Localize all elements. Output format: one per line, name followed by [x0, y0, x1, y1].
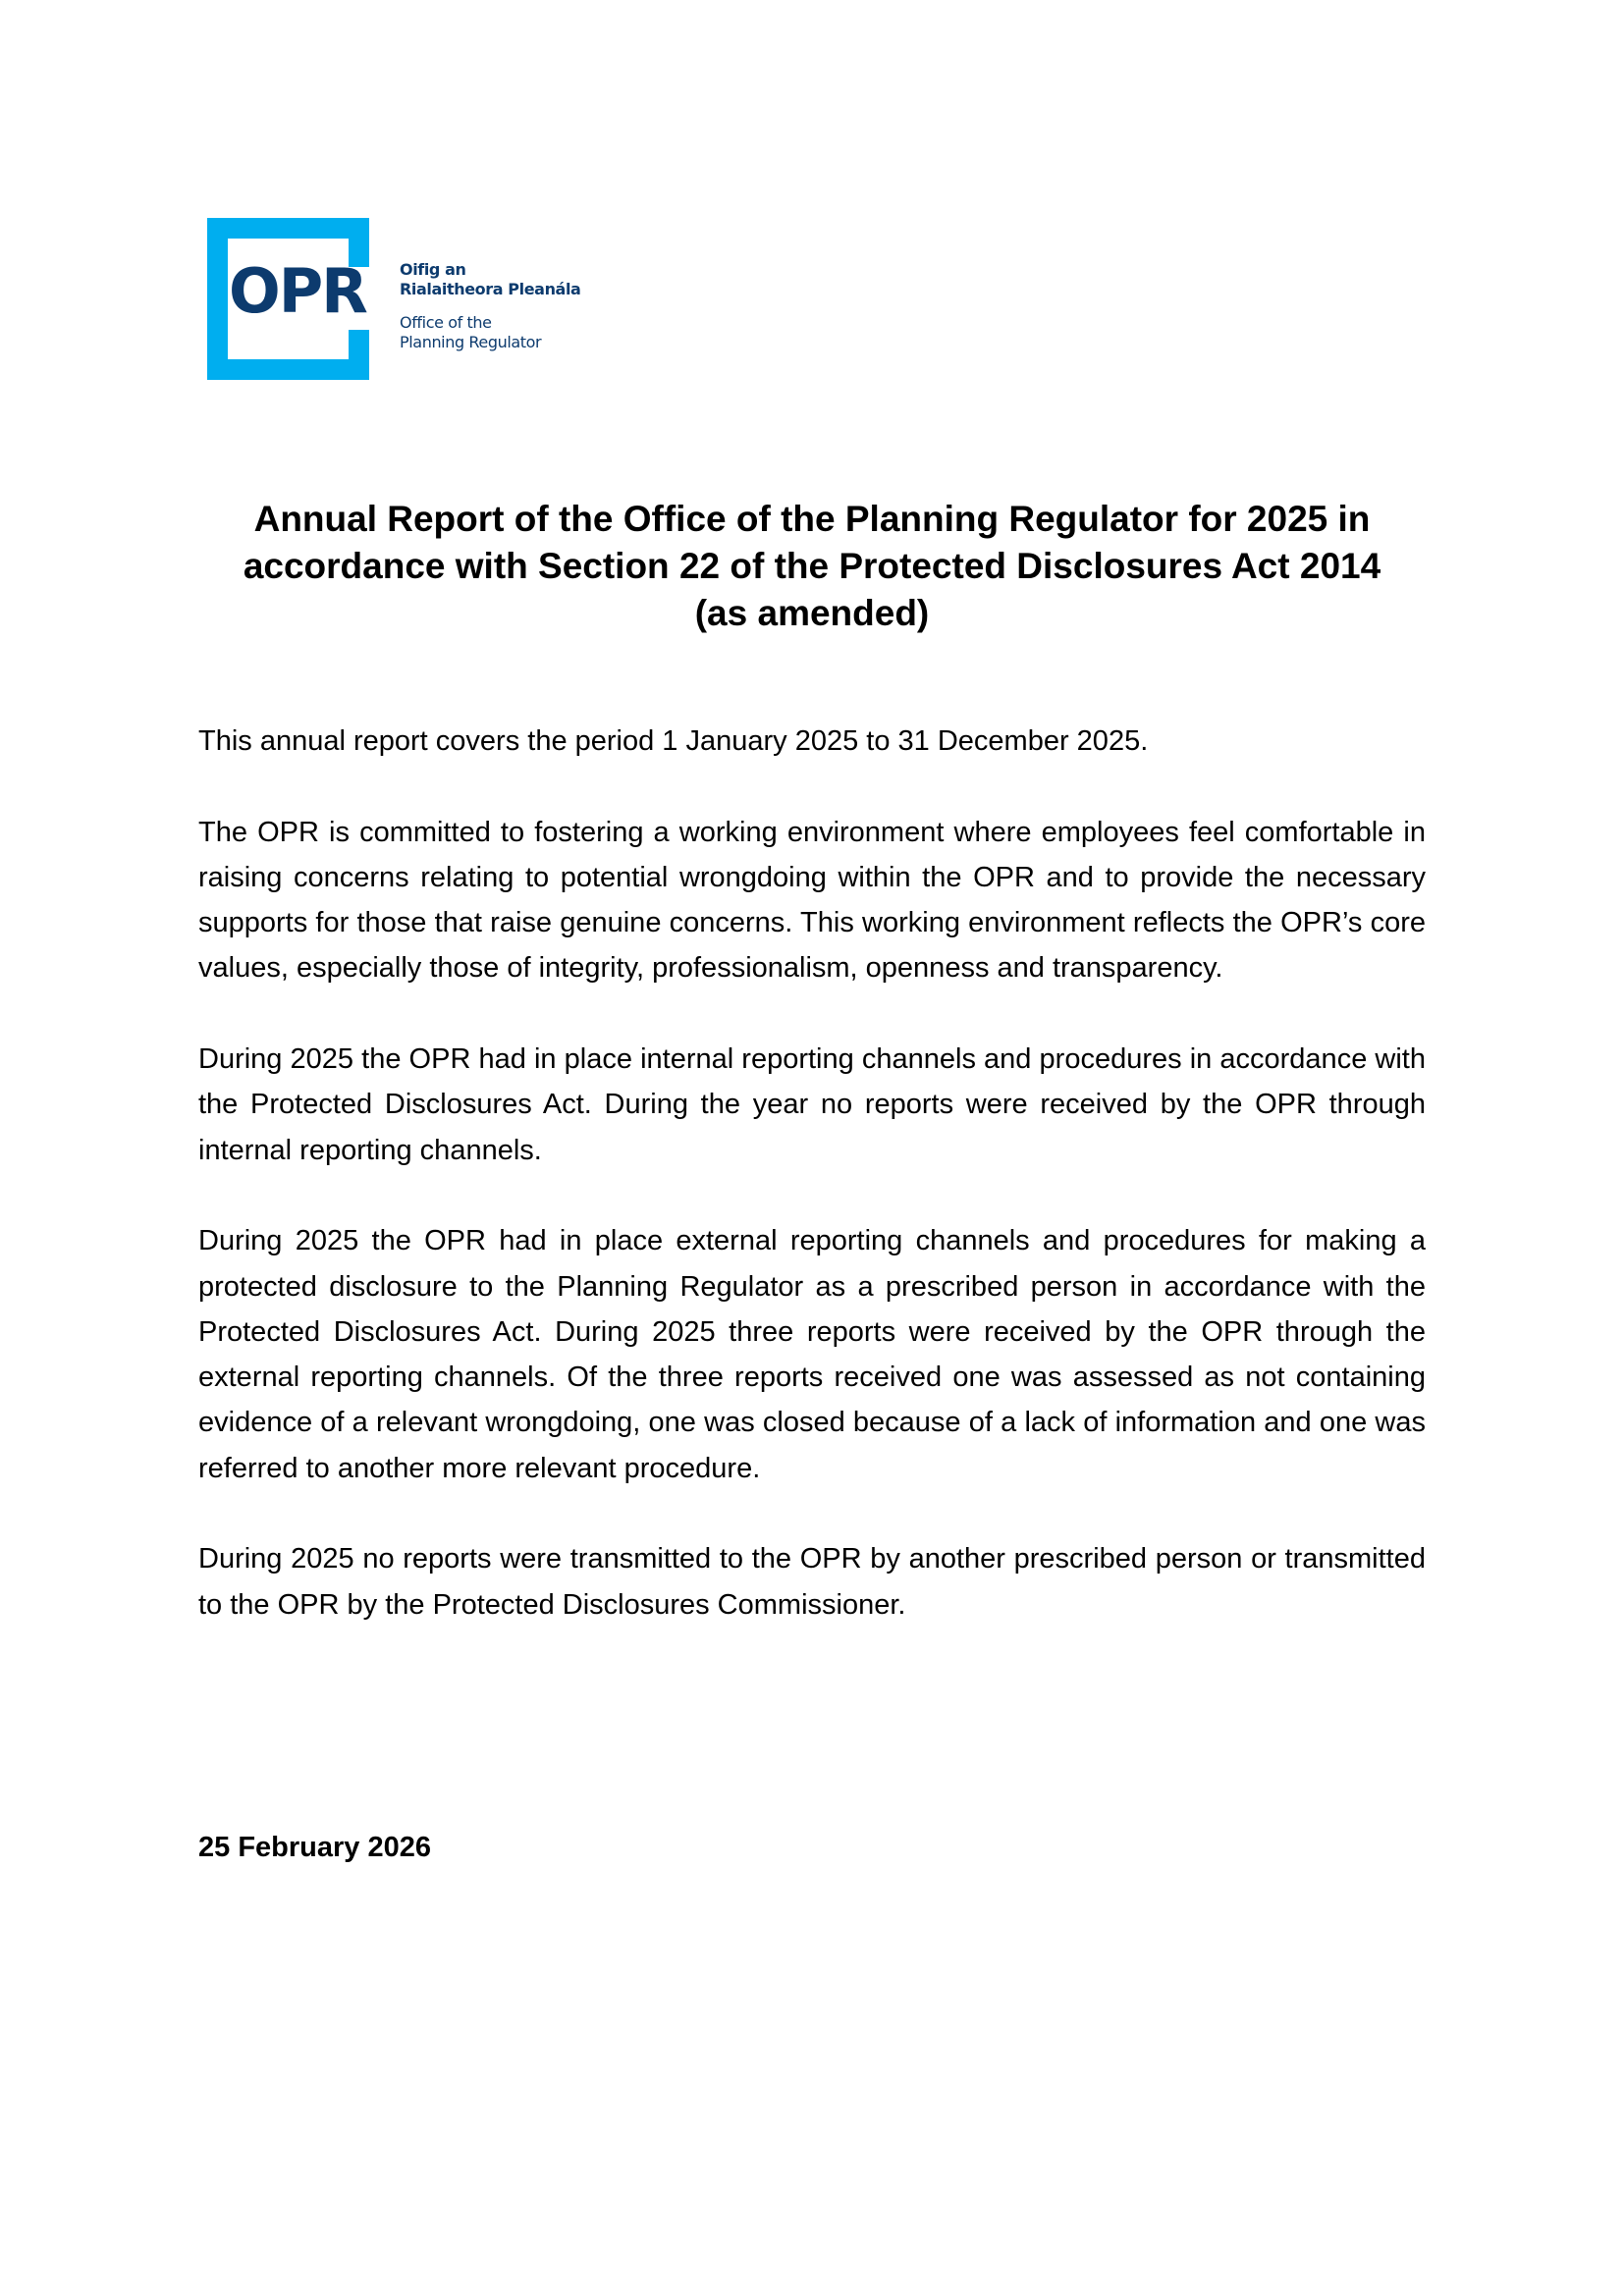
paragraph-period: This annual report covers the period 1 January 2025 to 31 December 2025. — [198, 725, 1149, 757]
title-line-1: Annual Report of the Office of the Planning Regulator for 2025 in — [253, 499, 1371, 539]
opr-logo — [207, 218, 600, 381]
document-body — [198, 719, 1426, 1673]
paragraph-transmitted-reports: During 2025 no reports were transmitted to the OPR by another prescribed person or transmitted to the OPR by the Protected Disclosures Commissioner. — [198, 1543, 1426, 1621]
logo-irish-line-1: Oifig an — [400, 260, 466, 279]
document-title — [147, 496, 1477, 637]
title-line-2: accordance with Section 22 of the Protected Disclosures Act 2014 — [243, 546, 1381, 586]
logo-wordmark — [400, 260, 580, 352]
paragraph-external-channels: During 2025 the OPR had in place external reporting channels and procedures for making a protected disclosure to the Planning Regulator as a prescribed person in accordance with the Protected Disclosures Act. During 2025 three reports were received by the OPR through the external reporting channels. Of the three reports received one was assessed as not containing evidence of a relevant wrongdoing, one was closed because of a lack of information and one was referred to another more relevant procedure. — [198, 1225, 1426, 1484]
document-date: 25 February 2026 — [198, 1832, 431, 1863]
logo-mark: OPR — [229, 255, 366, 327]
paragraph-commitment: The OPR is committed to fostering a working environment where employees feel comfortable in raising concerns relating to potential wrongdoing within the OPR and to provide the necessary supports for those that raise genuine concerns. This working environment reflects the OPR’s core values, especially those of integrity, professionalism, openness and transparency. — [198, 816, 1426, 985]
logo-english-line-1: Office of the — [400, 313, 492, 332]
logo-irish-line-2: Rialaitheora Pleanála — [400, 280, 581, 298]
logo-english-line-2: Planning Regulator — [400, 333, 542, 351]
title-line-3: (as amended) — [694, 593, 930, 633]
paragraph-internal-channels: During 2025 the OPR had in place internal reporting channels and procedures in accordance with the Protected Disclosures Act. During the year no reports were received by the OPR through internal reporting channels. — [198, 1043, 1426, 1166]
